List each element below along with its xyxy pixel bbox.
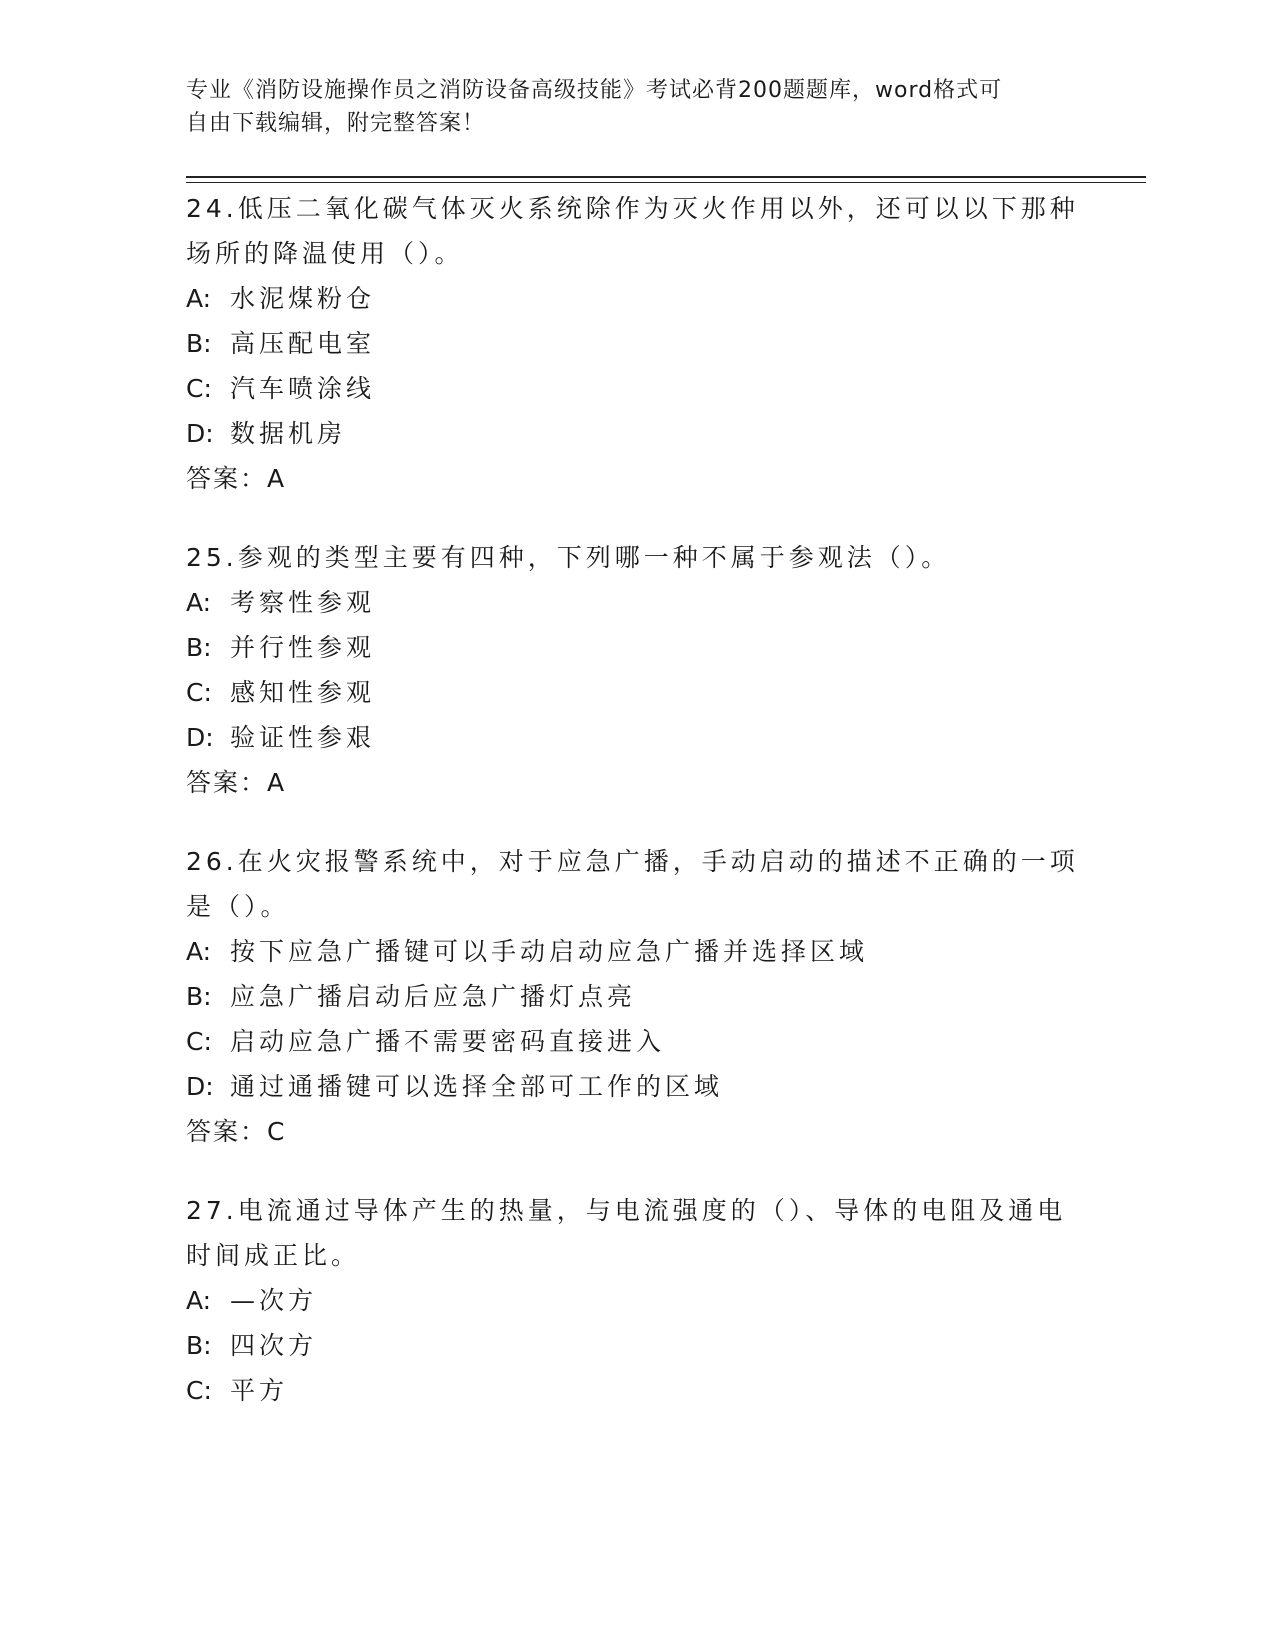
header-divider-thin [186,182,1146,183]
question-stem-line: 27.电流通过导体产生的热量，与电流强度的（）、导体的电阻及通电 [186,1196,1067,1225]
option-key: A: [186,284,212,313]
option-text: 通过通播键可以选择全部可工作的区域 [230,1072,724,1101]
option-key: B: [186,329,212,358]
option-c [186,1019,1086,1064]
option-text: 高压配电室 [230,329,376,358]
option-text: 按下应急广播键可以手动启动应急广播并选择区域 [230,937,869,966]
answer [186,1109,1086,1154]
option-key: B: [186,633,212,662]
option-text: 平方 [230,1376,289,1405]
answer-value: C [267,1117,286,1146]
answer-value: A [267,464,286,493]
option-text: —次方 [230,1286,318,1315]
option-a [186,276,1086,321]
header-divider-thick [186,176,1146,178]
option-text: 启动应急广播不需要密码直接进入 [230,1027,666,1056]
question-stem-line: 是（）。 [186,892,290,921]
answer [186,760,1086,805]
option-text: 汽车喷涂线 [230,374,376,403]
option-key: D: [186,419,214,448]
option-text: 感知性参观 [230,678,376,707]
option-a [186,580,1086,625]
option-a [186,929,1086,974]
option-text: 水泥煤粉仓 [230,284,376,313]
option-key: B: [186,1331,212,1360]
option-key: D: [186,1072,214,1101]
question-24 [186,186,1086,501]
option-c [186,366,1086,411]
option-b [186,321,1086,366]
question-25 [186,535,1086,805]
option-b [186,625,1086,670]
option-a [186,1278,1086,1323]
option-key: C: [186,374,212,403]
option-key: B: [186,982,212,1011]
answer-label: 答案： [186,768,268,797]
option-text: 考察性参观 [230,588,376,617]
option-key: C: [186,1027,212,1056]
header-line-1: 专业《消防设施操作员之消防设备高级技能》考试必背200题题库，word格式可 [186,78,1003,103]
answer-label: 答案： [186,464,268,493]
option-text: 四次方 [230,1331,318,1360]
option-b [186,1323,1086,1368]
answer-value: A [267,768,286,797]
option-key: C: [186,1376,212,1405]
option-key: A: [186,588,212,617]
option-key: D: [186,723,214,752]
option-d [186,1064,1086,1109]
answer [186,456,1086,501]
option-text: 应急广播启动后应急广播灯点亮 [230,982,637,1011]
option-key: A: [186,937,212,966]
option-d [186,715,1086,760]
question-27 [186,1188,1086,1413]
option-b [186,974,1086,1019]
option-c [186,1368,1086,1413]
option-key: C: [186,678,212,707]
answer-label: 答案： [186,1117,268,1146]
document-header [186,74,1066,140]
option-text: 并行性参观 [230,633,376,662]
question-stem-line: 时间成正比。 [186,1241,361,1270]
option-key: A: [186,1286,212,1315]
question-stem-line: 24.低压二氧化碳气体灭火系统除作为灭火作用以外，还可以以下那种 [186,194,1079,223]
option-c [186,670,1086,715]
question-stem-line: 场所的降温使用（）。 [186,239,464,268]
question-stem-line: 25.参观的类型主要有四种，下列哪一种不属于参观法（）。 [186,543,951,572]
option-d [186,411,1086,456]
option-text: 数据机房 [230,419,347,448]
option-text: 验证性参艰 [230,723,376,752]
question-26 [186,839,1086,1154]
header-line-2: 自由下载编辑，附完整答案！ [186,111,486,136]
question-stem-line: 26.在火灾报警系统中，对于应急广播，手动启动的描述不正确的一项 [186,847,1079,876]
